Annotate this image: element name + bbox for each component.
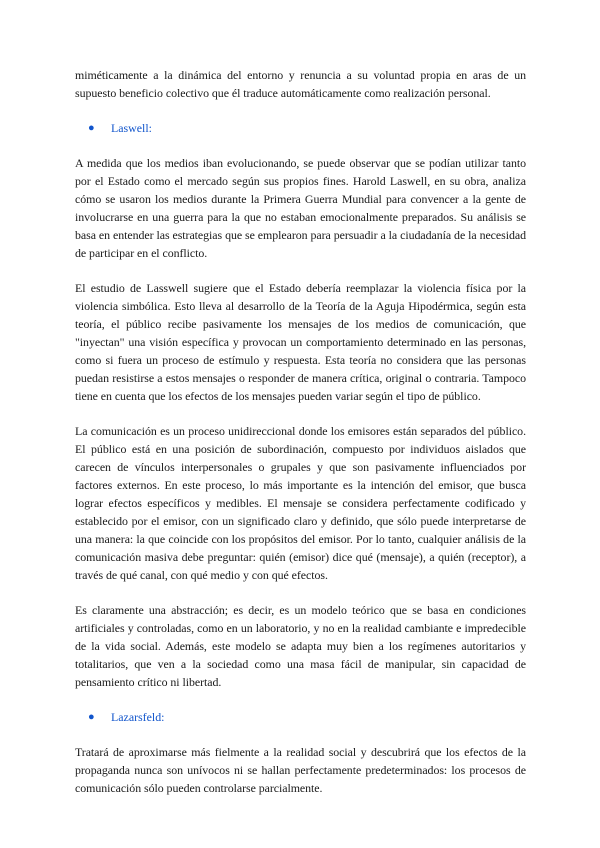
- list-item-laswell: [75, 119, 526, 137]
- paragraph-lazarsfeld-1: Tratará de aproximarse más fielmente a la realidad social y descubrirá que los efectos de la propaganda nunca son unívocos ni se hallan perfectamente predeterminados: los procesos de comunicación sólo pueden controlarse parcialmente.: [75, 745, 526, 795]
- list-item-label: Laswell:: [111, 121, 152, 135]
- paragraph-laswell-1: A medida que los medios iban evolucionando, se puede observar que se podían utilizar tanto por el Estado como el mercado según sus propios fines. Harold Laswell, en su obra, analiza cómo se usaron los medios durante la Primera Guerra Mundial para convencer a la gente de involucrarse en una guerra para la que no estaban emocionalmente preparados. Su análisis se basa en entender las estrategias que se emplearon para persuadir a la ciudadanía de la necesidad de participar en el conflicto.: [75, 156, 526, 260]
- paragraph-laswell-2: El estudio de Lasswell sugiere que el Estado debería reemplazar la violencia física por la violencia simbólica. Esto lleva al desarrollo de la Teoría de la Aguja Hipodérmica, según esta teoría, el público recibe pasivamente los mensajes de los medios de comunicación, que "inyectan" una visión específica y provocan un comportamiento determinado en las personas, como si fuera un proceso de estímulo y respuesta. Esta teoría no considera que las personas puedan resistirse a estos mensajes o responder de manera crítica, original o contraria. Tampoco tiene en cuenta que los efectos de los mensajes pueden variar según el tipo de público.: [75, 281, 526, 403]
- paragraph-intro: miméticamente a la dinámica del entorno y renuncia a su voluntad propia en aras de un supuesto beneficio colectivo que él traduce automáticamente como realización personal.: [75, 68, 526, 100]
- list-item-lazarsfeld: [75, 708, 526, 726]
- document-page: [75, 66, 526, 797]
- bullet-dot-icon: ●: [88, 711, 95, 723]
- bullet-dot-icon: ●: [88, 122, 95, 134]
- list-item-label: Lazarsfeld:: [111, 710, 165, 724]
- paragraph-laswell-4: Es claramente una abstracción; es decir, es un modelo teórico que se basa en condiciones artificiales y controladas, como en un laboratorio, y no en la realidad cambiante e impredecible de la vida social. Además, este modelo se adapta muy bien a los regímenes autoritarios y totalitarios, que ven a la sociedad como una masa fácil de manipular, sin capacidad de pensamiento crítico ni libertad.: [75, 603, 526, 689]
- paragraph-laswell-3: La comunicación es un proceso unidireccional donde los emisores están separados del público. El público está en una posición de subordinación, compuesto por individuos aislados que carecen de vínculos interpersonales o grupales y que son pasivamente influenciados por factores externos. En este proceso, lo más importante es la intención del emisor, que busca lograr efectos específicos y medibles. El mensaje se considera perfectamente codificado y establecido por el emisor, con un significado claro y definido, que sólo puede interpretarse de una manera: la que coincide con los propósitos del emisor. Por lo tanto, cualquier análisis de la comunicación masiva debe preguntar: quién (emisor) dice qué (mensaje), a quién (receptor), a través de qué canal, con qué medio y con qué efectos.: [75, 424, 526, 582]
